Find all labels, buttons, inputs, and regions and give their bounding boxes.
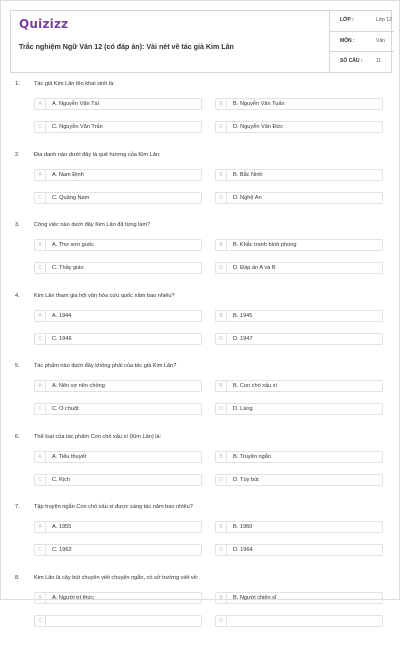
option-letter-box: A bbox=[35, 381, 46, 391]
option-letter-box: B bbox=[216, 452, 227, 462]
option-letter-box: C bbox=[35, 404, 46, 414]
option-letter-box: D bbox=[216, 122, 227, 132]
option-letter-box: C bbox=[35, 475, 46, 485]
question-text: Kim Lân là cây bút chuyên viết chuyện ngắn, có sở trường viết về: bbox=[34, 574, 199, 581]
answer-option[interactable] bbox=[215, 262, 383, 274]
option-letter-box: D bbox=[216, 545, 227, 555]
answer-option[interactable] bbox=[215, 592, 383, 604]
question-item bbox=[1, 222, 401, 292]
answer-option[interactable] bbox=[34, 615, 202, 627]
question-text: Tập truyện ngắn Con chó xấu xí được sáng tác năm bao nhiêu? bbox=[34, 504, 193, 510]
worksheet-title: Trắc nghiệm Ngữ Văn 12 (có đáp án): Vài nét về tác giả Kim Lân bbox=[19, 43, 234, 51]
option-text: A. Người trí thức bbox=[52, 594, 94, 601]
option-letter-box: C bbox=[35, 334, 46, 344]
option-text: D. Nguyễn Văn Đức bbox=[233, 124, 284, 130]
question-text: Thể loại của tác phẩm Con chó xấu xí (Kim Lân) là: bbox=[34, 433, 162, 440]
option-text: B. 1945 bbox=[233, 312, 253, 319]
question-item bbox=[1, 504, 401, 574]
option-text: A. Tiểu thuyết bbox=[52, 453, 87, 460]
option-text: C. 1946 bbox=[52, 335, 72, 342]
question-number: 2. bbox=[15, 151, 20, 158]
option-letter-box: C bbox=[35, 545, 46, 555]
meta-label: LỚP : bbox=[340, 17, 354, 23]
option-letter-box: D bbox=[216, 334, 227, 344]
meta-value: 11 bbox=[376, 58, 382, 64]
option-letter-box: A bbox=[35, 452, 46, 462]
option-letter-box: D bbox=[216, 616, 227, 626]
option-letter-box: C bbox=[35, 616, 46, 626]
question-number: 6. bbox=[15, 433, 20, 440]
option-letter-box: A bbox=[35, 311, 46, 321]
option-letter-box: B bbox=[216, 593, 227, 603]
option-text: A. Thợ sơn guốc bbox=[52, 242, 94, 248]
option-letter-box: B bbox=[216, 170, 227, 180]
answer-option[interactable] bbox=[215, 98, 383, 110]
answer-option[interactable] bbox=[215, 239, 383, 251]
question-item bbox=[1, 152, 401, 222]
question-item bbox=[1, 363, 401, 433]
answer-option[interactable] bbox=[215, 121, 383, 133]
option-letter-box: D bbox=[216, 193, 227, 203]
answer-option[interactable] bbox=[34, 239, 202, 251]
option-letter-box: A bbox=[35, 170, 46, 180]
question-text: Tác giả Kim Lân tên khai sinh là: bbox=[34, 81, 115, 87]
answer-option[interactable] bbox=[215, 403, 383, 415]
option-text: A. Nguyễn Văn Tài bbox=[52, 101, 99, 107]
answer-option[interactable] bbox=[215, 544, 383, 556]
question-text: Địa danh nào dưới đây là quê hương của Kim Lân: bbox=[34, 151, 161, 158]
option-letter-box: C bbox=[35, 122, 46, 132]
option-letter-box: D bbox=[216, 263, 227, 273]
question-number: 8. bbox=[15, 574, 20, 581]
option-text: D. 1964 bbox=[233, 547, 253, 553]
quizizz-logo: Quizizz bbox=[19, 17, 69, 31]
answer-option[interactable] bbox=[34, 380, 202, 392]
option-text: B. Khắc tranh bình phong bbox=[233, 242, 297, 248]
meta-value: Văn bbox=[376, 38, 385, 44]
answer-option[interactable] bbox=[34, 169, 202, 181]
option-text: A. 1944 bbox=[52, 312, 72, 319]
option-text: D. Làng bbox=[233, 406, 253, 412]
meta-value: Lớp 12 bbox=[376, 17, 392, 23]
option-text: D. 1947 bbox=[233, 335, 253, 342]
option-text: B. Người chiến sĩ bbox=[233, 594, 277, 601]
option-text: B. Con chó xấu xí bbox=[233, 383, 278, 389]
option-text: B. Bắc Ninh bbox=[233, 171, 263, 178]
answer-option[interactable] bbox=[34, 403, 202, 415]
option-letter-box: B bbox=[216, 311, 227, 321]
option-text: D. Nghệ An bbox=[233, 194, 262, 201]
question-number: 4. bbox=[15, 292, 20, 299]
question-number: 3. bbox=[15, 222, 20, 228]
option-text: B. 1960 bbox=[233, 524, 253, 530]
meta-row-grade bbox=[330, 11, 394, 31]
answer-option[interactable] bbox=[34, 521, 202, 533]
question-number: 5. bbox=[15, 363, 20, 369]
option-text: C. Thầy giáo bbox=[52, 265, 84, 271]
answer-option[interactable] bbox=[34, 333, 202, 345]
option-letter-box: A bbox=[35, 522, 46, 532]
option-letter-box: C bbox=[35, 193, 46, 203]
answer-option[interactable] bbox=[215, 192, 383, 204]
answer-option[interactable] bbox=[215, 451, 383, 463]
answer-option[interactable] bbox=[34, 310, 202, 322]
answer-option[interactable] bbox=[34, 592, 202, 604]
answer-option[interactable] bbox=[34, 544, 202, 556]
worksheet-header bbox=[10, 10, 392, 73]
answer-option[interactable] bbox=[215, 615, 383, 627]
option-letter-box: B bbox=[216, 99, 227, 109]
answer-option[interactable] bbox=[34, 474, 202, 486]
option-letter-box: A bbox=[35, 240, 46, 250]
option-letter-box: C bbox=[35, 263, 46, 273]
question-item bbox=[1, 293, 401, 363]
meta-row-question-count bbox=[330, 51, 394, 71]
option-letter-box: D bbox=[216, 404, 227, 414]
question-text: Tác phẩm nào dưới đây không phải của tác giả Kim Lân? bbox=[34, 363, 177, 369]
option-text: C. O chuột bbox=[52, 406, 79, 412]
answer-option[interactable] bbox=[34, 262, 202, 274]
option-text: A. Nên vợ nên chồng bbox=[52, 383, 105, 389]
question-text: Kim Lân tham gia hội văn hóa cứu quốc năm bao nhiêu? bbox=[34, 292, 175, 299]
option-letter-box: D bbox=[216, 475, 227, 485]
question-item bbox=[1, 81, 401, 151]
question-item bbox=[1, 434, 401, 504]
answer-option[interactable] bbox=[215, 169, 383, 181]
answer-option[interactable] bbox=[215, 310, 383, 322]
question-number: 7. bbox=[15, 504, 20, 510]
answer-option[interactable] bbox=[34, 98, 202, 110]
answer-option[interactable] bbox=[215, 380, 383, 392]
answer-option[interactable] bbox=[34, 451, 202, 463]
question-item bbox=[1, 575, 401, 645]
answer-option[interactable] bbox=[215, 474, 383, 486]
option-text: B. Nguyễn Văn Tuấn bbox=[233, 101, 285, 107]
answer-option[interactable] bbox=[215, 333, 383, 345]
question-number: 1. bbox=[15, 81, 20, 87]
meta-label: SỐ CÂU : bbox=[340, 58, 363, 64]
answer-option[interactable] bbox=[34, 121, 202, 133]
option-letter-box: A bbox=[35, 99, 46, 109]
meta-label: MÔN : bbox=[340, 38, 355, 44]
option-letter-box: B bbox=[216, 381, 227, 391]
question-text: Công việc nào dưới đây Kim Lân đã từng làm? bbox=[34, 222, 151, 228]
option-text: A. 1955 bbox=[52, 524, 72, 530]
option-text: A. Nam Định bbox=[52, 171, 84, 178]
option-text: C. Kịch bbox=[52, 476, 71, 483]
meta-row-subject bbox=[330, 31, 394, 51]
option-text: B. Truyện ngắn bbox=[233, 453, 271, 460]
option-text: C. 1962 bbox=[52, 547, 72, 553]
option-text: D. Tùy bút bbox=[233, 476, 259, 483]
answer-option[interactable] bbox=[215, 521, 383, 533]
option-text: D. Đáp án A và B bbox=[233, 265, 276, 271]
option-text: C. Quảng Nam bbox=[52, 194, 90, 201]
option-letter-box: A bbox=[35, 593, 46, 603]
option-letter-box: B bbox=[216, 240, 227, 250]
meta-panel bbox=[329, 11, 393, 72]
option-text: C. Nguyễn Văn Trấn bbox=[52, 124, 103, 130]
option-letter-box: B bbox=[216, 522, 227, 532]
answer-option[interactable] bbox=[34, 192, 202, 204]
